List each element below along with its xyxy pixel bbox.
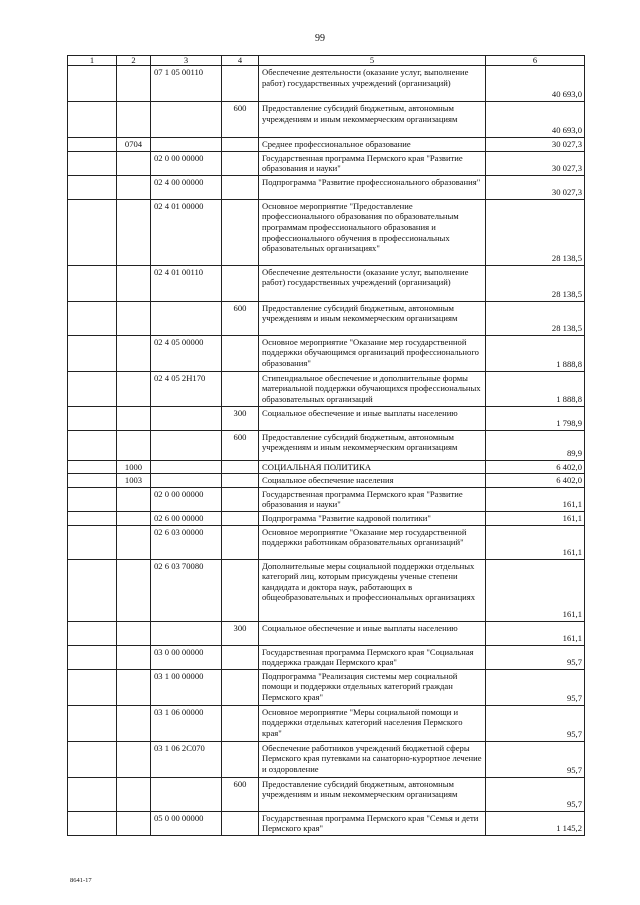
cell-amount: 161,1 bbox=[486, 525, 585, 559]
cell-amount: 30 027,3 bbox=[486, 175, 585, 199]
cell-target-article bbox=[151, 430, 222, 460]
cell-target-article: 02 0 00 00000 bbox=[151, 151, 222, 175]
cell-name: Предоставление субсидий бюджетным, автономным учреждениям и иным некоммерческим организациям bbox=[259, 430, 486, 460]
cell-subsection bbox=[117, 705, 151, 741]
cell-section bbox=[68, 669, 117, 705]
cell-amount: 1 888,8 bbox=[486, 371, 585, 406]
cell-section bbox=[68, 645, 117, 669]
cell-target-article bbox=[151, 406, 222, 430]
table-header-row bbox=[68, 56, 585, 66]
cell-expense-type bbox=[222, 645, 259, 669]
cell-subsection bbox=[117, 811, 151, 835]
cell-name: Подпрограмма "Развитие профессионального образования" bbox=[259, 175, 486, 199]
cell-name: Основное мероприятие "Меры социальной помощи и поддержки отдельных категорий населения Пермского края" bbox=[259, 705, 486, 741]
table-row bbox=[68, 669, 585, 705]
table-row bbox=[68, 705, 585, 741]
cell-section bbox=[68, 430, 117, 460]
cell-target-article: 07 1 05 00110 bbox=[151, 66, 222, 102]
cell-subsection bbox=[117, 525, 151, 559]
table-row bbox=[68, 645, 585, 669]
cell-name: Государственная программа Пермского края "Развитие образования и науки" bbox=[259, 151, 486, 175]
cell-amount: 1 145,2 bbox=[486, 811, 585, 835]
header-cell-2: 2 bbox=[117, 56, 151, 66]
cell-subsection bbox=[117, 777, 151, 811]
cell-name: Предоставление субсидий бюджетным, автономным учреждениям и иным некоммерческим организациям bbox=[259, 102, 486, 138]
cell-subsection bbox=[117, 175, 151, 199]
cell-name: Предоставление субсидий бюджетным, автономным учреждениям и иным некоммерческим организациям bbox=[259, 777, 486, 811]
cell-subsection bbox=[117, 265, 151, 301]
cell-expense-type bbox=[222, 741, 259, 777]
cell-expense-type bbox=[222, 335, 259, 371]
cell-subsection bbox=[117, 511, 151, 525]
cell-subsection bbox=[117, 66, 151, 102]
cell-name: Государственная программа Пермского края "Развитие образования и науки" bbox=[259, 487, 486, 511]
cell-target-article bbox=[151, 301, 222, 335]
cell-expense-type bbox=[222, 811, 259, 835]
cell-name: Государственная программа Пермского края "Социальная поддержка граждан Пермского края" bbox=[259, 645, 486, 669]
cell-name: Социальное обеспечение населения bbox=[259, 474, 486, 488]
cell-subsection: 1003 bbox=[117, 474, 151, 488]
cell-section bbox=[68, 474, 117, 488]
cell-target-article: 02 6 03 70080 bbox=[151, 559, 222, 621]
cell-amount: 161,1 bbox=[486, 621, 585, 645]
cell-expense-type: 600 bbox=[222, 777, 259, 811]
cell-section bbox=[68, 102, 117, 138]
cell-target-article: 02 6 03 00000 bbox=[151, 525, 222, 559]
cell-target-article: 03 1 06 00000 bbox=[151, 705, 222, 741]
cell-amount: 161,1 bbox=[486, 559, 585, 621]
cell-target-article: 03 0 00 00000 bbox=[151, 645, 222, 669]
table-row bbox=[68, 430, 585, 460]
cell-section bbox=[68, 138, 117, 152]
cell-expense-type: 300 bbox=[222, 621, 259, 645]
table-row bbox=[68, 175, 585, 199]
cell-section bbox=[68, 705, 117, 741]
cell-amount: 40 693,0 bbox=[486, 66, 585, 102]
table-row bbox=[68, 559, 585, 621]
cell-amount: 161,1 bbox=[486, 511, 585, 525]
cell-expense-type bbox=[222, 138, 259, 152]
cell-target-article: 05 0 00 00000 bbox=[151, 811, 222, 835]
cell-expense-type: 600 bbox=[222, 301, 259, 335]
cell-section bbox=[68, 741, 117, 777]
cell-expense-type bbox=[222, 474, 259, 488]
cell-expense-type bbox=[222, 151, 259, 175]
cell-section bbox=[68, 301, 117, 335]
cell-amount: 28 138,5 bbox=[486, 265, 585, 301]
table-row bbox=[68, 371, 585, 406]
cell-subsection bbox=[117, 301, 151, 335]
cell-expense-type bbox=[222, 487, 259, 511]
cell-target-article: 02 4 01 00110 bbox=[151, 265, 222, 301]
cell-target-article: 02 6 00 00000 bbox=[151, 511, 222, 525]
cell-subsection bbox=[117, 335, 151, 371]
cell-expense-type bbox=[222, 371, 259, 406]
cell-amount: 89,9 bbox=[486, 430, 585, 460]
cell-expense-type bbox=[222, 559, 259, 621]
table-row bbox=[68, 511, 585, 525]
cell-name: Подпрограмма "Реализация системы мер социальной помощи и поддержки отдельных категорий граждан Пермского края" bbox=[259, 669, 486, 705]
table-row bbox=[68, 151, 585, 175]
cell-subsection: 1000 bbox=[117, 460, 151, 474]
cell-subsection: 0704 bbox=[117, 138, 151, 152]
cell-section bbox=[68, 66, 117, 102]
cell-expense-type bbox=[222, 175, 259, 199]
cell-name: Стипендиальное обеспечение и дополнительные формы материальной поддержки обучающихся профессиональных образовательных организаций bbox=[259, 371, 486, 406]
cell-amount: 6 402,0 bbox=[486, 474, 585, 488]
table-row bbox=[68, 811, 585, 835]
cell-target-article bbox=[151, 474, 222, 488]
header-cell-5: 5 bbox=[259, 56, 486, 66]
cell-section bbox=[68, 460, 117, 474]
cell-subsection bbox=[117, 102, 151, 138]
cell-subsection bbox=[117, 645, 151, 669]
footer-document-code: 8641-17 bbox=[70, 877, 92, 884]
cell-name: Государственная программа Пермского края "Семья и дети Пермского края" bbox=[259, 811, 486, 835]
cell-amount: 40 693,0 bbox=[486, 102, 585, 138]
cell-amount: 30 027,3 bbox=[486, 138, 585, 152]
cell-target-article bbox=[151, 777, 222, 811]
cell-section bbox=[68, 151, 117, 175]
table-row bbox=[68, 335, 585, 371]
header-cell-3: 3 bbox=[151, 56, 222, 66]
cell-amount: 28 138,5 bbox=[486, 199, 585, 265]
cell-amount: 1 798,9 bbox=[486, 406, 585, 430]
table-row bbox=[68, 66, 585, 102]
cell-expense-type bbox=[222, 525, 259, 559]
cell-expense-type bbox=[222, 705, 259, 741]
cell-target-article: 02 4 05 00000 bbox=[151, 335, 222, 371]
cell-section bbox=[68, 371, 117, 406]
table-row bbox=[68, 138, 585, 152]
cell-expense-type bbox=[222, 669, 259, 705]
cell-target-article bbox=[151, 460, 222, 474]
table-row bbox=[68, 777, 585, 811]
cell-amount: 28 138,5 bbox=[486, 301, 585, 335]
cell-subsection bbox=[117, 621, 151, 645]
cell-target-article bbox=[151, 621, 222, 645]
cell-expense-type bbox=[222, 460, 259, 474]
cell-name: Обеспечение деятельности (оказание услуг, выполнение работ) государственных учреждений (организаций) bbox=[259, 66, 486, 102]
cell-section bbox=[68, 559, 117, 621]
cell-subsection bbox=[117, 559, 151, 621]
budget-table bbox=[67, 55, 585, 836]
cell-expense-type: 600 bbox=[222, 430, 259, 460]
cell-subsection bbox=[117, 371, 151, 406]
cell-target-article: 03 1 00 00000 bbox=[151, 669, 222, 705]
cell-name: Основное мероприятие "Предоставление профессионального образования по образовательным программам профессионального образования и профессионального обучения в профессиональных образовательных организациях" bbox=[259, 199, 486, 265]
cell-amount: 95,7 bbox=[486, 705, 585, 741]
cell-subsection bbox=[117, 199, 151, 265]
cell-target-article: 02 4 00 00000 bbox=[151, 175, 222, 199]
cell-section bbox=[68, 175, 117, 199]
cell-subsection bbox=[117, 430, 151, 460]
cell-subsection bbox=[117, 406, 151, 430]
cell-amount: 1 888,8 bbox=[486, 335, 585, 371]
cell-section bbox=[68, 511, 117, 525]
cell-subsection bbox=[117, 151, 151, 175]
page-number: 99 bbox=[315, 33, 325, 44]
cell-section bbox=[68, 811, 117, 835]
cell-target-article: 02 4 05 2Н170 bbox=[151, 371, 222, 406]
cell-subsection bbox=[117, 487, 151, 511]
table-row bbox=[68, 621, 585, 645]
cell-name: Основное мероприятие "Оказание мер государственной поддержки обучающимся организаций профессионального образования" bbox=[259, 335, 486, 371]
cell-subsection bbox=[117, 741, 151, 777]
cell-expense-type bbox=[222, 511, 259, 525]
cell-name: Дополнительные меры социальной поддержки отдельных категорий лиц, которым присуждены ученые степени кандидата и доктора наук, работающих в общеобразовательных и профессиональных организациях bbox=[259, 559, 486, 621]
table-row bbox=[68, 474, 585, 488]
cell-target-article bbox=[151, 102, 222, 138]
cell-name: Обеспечение работников учреждений бюджетной сферы Пермского края путевками на санаторно-курортное лечение и оздоровление bbox=[259, 741, 486, 777]
table-row bbox=[68, 741, 585, 777]
table-row bbox=[68, 102, 585, 138]
table-row bbox=[68, 301, 585, 335]
cell-expense-type: 300 bbox=[222, 406, 259, 430]
cell-section bbox=[68, 487, 117, 511]
table-row bbox=[68, 525, 585, 559]
cell-name: СОЦИАЛЬНАЯ ПОЛИТИКА bbox=[259, 460, 486, 474]
cell-section bbox=[68, 199, 117, 265]
header-cell-6: 6 bbox=[486, 56, 585, 66]
cell-expense-type bbox=[222, 199, 259, 265]
cell-target-article: 02 4 01 00000 bbox=[151, 199, 222, 265]
header-cell-1: 1 bbox=[68, 56, 117, 66]
cell-name: Социальное обеспечение и иные выплаты населению bbox=[259, 406, 486, 430]
cell-amount: 95,7 bbox=[486, 777, 585, 811]
cell-target-article: 03 1 06 2С070 bbox=[151, 741, 222, 777]
cell-name: Предоставление субсидий бюджетным, автономным учреждениям и иным некоммерческим организациям bbox=[259, 301, 486, 335]
cell-amount: 161,1 bbox=[486, 487, 585, 511]
cell-expense-type: 600 bbox=[222, 102, 259, 138]
cell-expense-type bbox=[222, 265, 259, 301]
cell-section bbox=[68, 525, 117, 559]
cell-section bbox=[68, 406, 117, 430]
cell-expense-type bbox=[222, 66, 259, 102]
table-row bbox=[68, 265, 585, 301]
cell-amount: 30 027,3 bbox=[486, 151, 585, 175]
cell-target-article bbox=[151, 138, 222, 152]
cell-name: Обеспечение деятельности (оказание услуг, выполнение работ) государственных учреждений (организаций) bbox=[259, 265, 486, 301]
table-row bbox=[68, 406, 585, 430]
cell-name: Среднее профессиональное образование bbox=[259, 138, 486, 152]
cell-name: Основное мероприятие "Оказание мер государственной поддержки работникам образовательных организаций" bbox=[259, 525, 486, 559]
cell-amount: 95,7 bbox=[486, 669, 585, 705]
cell-amount: 95,7 bbox=[486, 645, 585, 669]
header-cell-4: 4 bbox=[222, 56, 259, 66]
table-row bbox=[68, 460, 585, 474]
table-row bbox=[68, 199, 585, 265]
cell-amount: 95,7 bbox=[486, 741, 585, 777]
cell-section bbox=[68, 777, 117, 811]
cell-target-article: 02 0 00 00000 bbox=[151, 487, 222, 511]
table-row bbox=[68, 487, 585, 511]
cell-name: Подпрограмма "Развитие кадровой политики" bbox=[259, 511, 486, 525]
cell-section bbox=[68, 621, 117, 645]
cell-section bbox=[68, 335, 117, 371]
cell-amount: 6 402,0 bbox=[486, 460, 585, 474]
cell-subsection bbox=[117, 669, 151, 705]
cell-name: Социальное обеспечение и иные выплаты населению bbox=[259, 621, 486, 645]
cell-section bbox=[68, 265, 117, 301]
